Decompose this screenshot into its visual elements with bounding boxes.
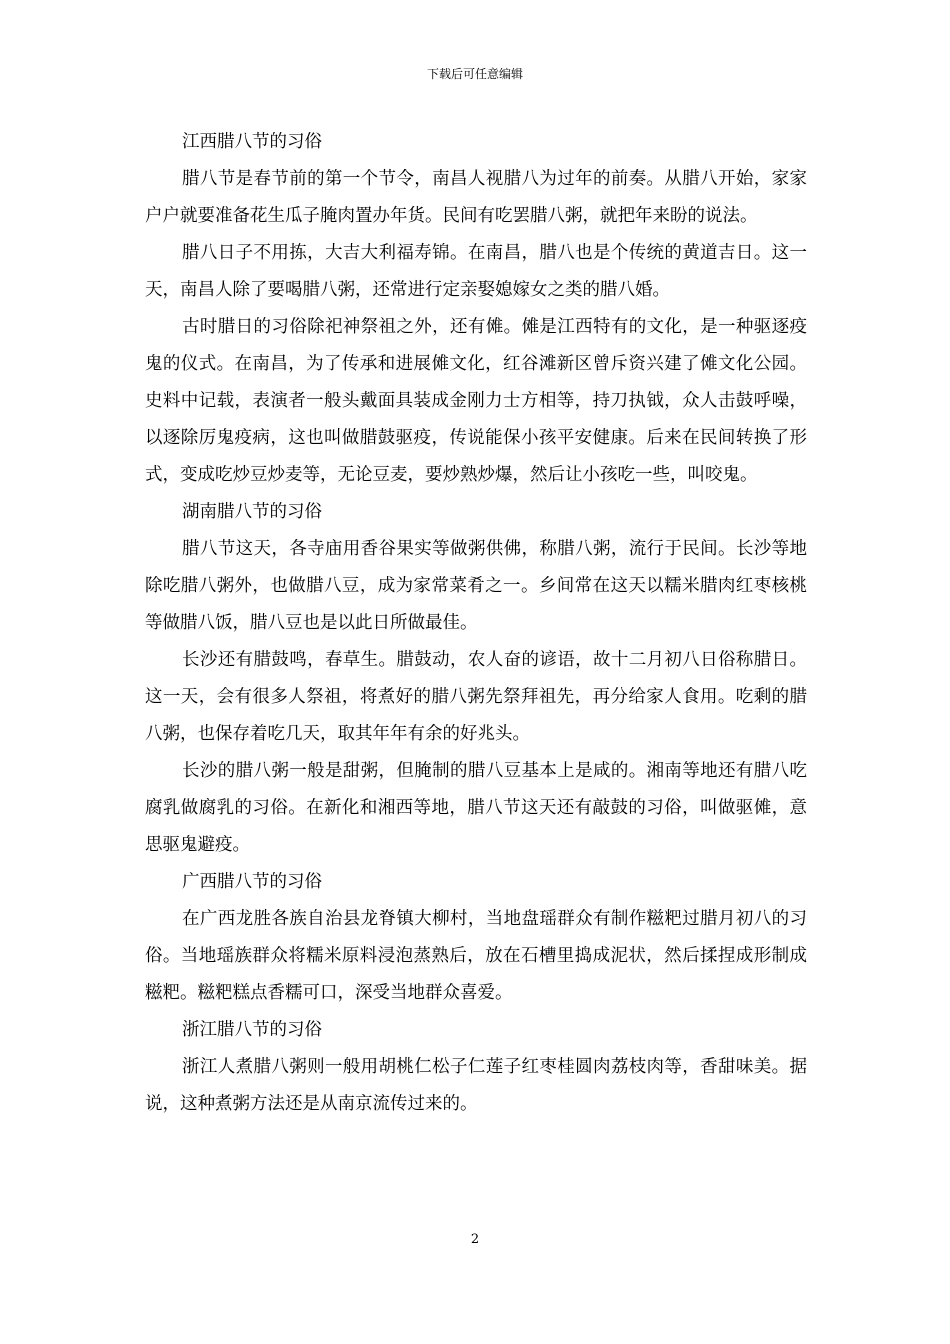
section-heading-hunan: 湖南腊八节的习俗 — [182, 502, 322, 522]
section-heading-jiangxi: 江西腊八节的习俗 — [182, 132, 322, 152]
paragraph: 在广西龙胜各族自治县龙脊镇大柳村，当地盘瑶群众有制作糍粑过腊月初八的习俗。当地瑶族群众将糯米原料浸泡蒸熟后，放在石槽里捣成泥状，然后揉捏成形制成糍粑。糍粑糕点香糯可口，深受当地群众喜爱。 — [145, 909, 807, 1003]
section-heading-guangxi: 广西腊八节的习俗 — [182, 872, 322, 892]
page-header: 下载后可任意编辑 — [426, 67, 523, 81]
paragraph: 古时腊日的习俗除祀神祭祖之外，还有傩。傩是江西特有的文化，是一种驱逐疫鬼的仪式。在南昌，为了传承和进展傩文化，红谷滩新区曾斥资兴建了傩文化公园。史料中记载，表演者一般头戴面具装成金刚力士方相等，持刀执钺，众人击鼓呼噪，以逐除厉鬼疫病，这也叫做腊鼓驱疫，传说能保小孩平安健康。后来在民间转换了形式，变成吃炒豆炒麦等，无论豆麦，要炒熟炒爆，然后让小孩吃一些，叫咬鬼。 — [145, 317, 807, 485]
paragraph: 腊八日子不用拣，大吉大利福寿锦。在南昌，腊八也是个传统的黄道吉日。这一天，南昌人除了要喝腊八粥，还常进行定亲娶媳嫁女之类的腊八婚。 — [145, 243, 807, 300]
page-number: 2 — [470, 1232, 480, 1247]
paragraph: 腊八节这天，各寺庙用香谷果实等做粥供佛，称腊八粥，流行于民间。长沙等地除吃腊八粥外，也做腊八豆，成为家常菜肴之一。乡间常在这天以糯米腊肉红枣核桃等做腊八饭，腊八豆也是以此日所做最佳。 — [145, 539, 807, 633]
paragraph: 长沙还有腊鼓鸣，春草生。腊鼓动，农人奋的谚语，故十二月初八日俗称腊日。这一天，会有很多人祭祖，将煮好的腊八粥先祭拜祖先，再分给家人食用。吃剩的腊八粥，也保存着吃几天，取其年年有余的好兆头。 — [145, 650, 807, 744]
paragraph: 浙江人煮腊八粥则一般用胡桃仁松子仁莲子红枣桂圆肉荔枝肉等，香甜味美。据说，这种煮粥方法还是从南京流传过来的。 — [145, 1057, 807, 1114]
paragraph: 长沙的腊八粥一般是甜粥，但腌制的腊八豆基本上是咸的。湘南等地还有腊八吃腐乳做腐乳的习俗。在新化和湘西等地，腊八节这天还有敲鼓的习俗，叫做驱傩，意思驱鬼避疫。 — [145, 761, 807, 855]
section-heading-zhejiang: 浙江腊八节的习俗 — [182, 1020, 322, 1040]
document-body — [145, 124, 807, 1123]
paragraph: 腊八节是春节前的第一个节令，南昌人视腊八为过年的前奏。从腊八开始，家家户户就要准备花生瓜子腌肉置办年货。民间有吃罢腊八粥，就把年来盼的说法。 — [145, 169, 807, 226]
